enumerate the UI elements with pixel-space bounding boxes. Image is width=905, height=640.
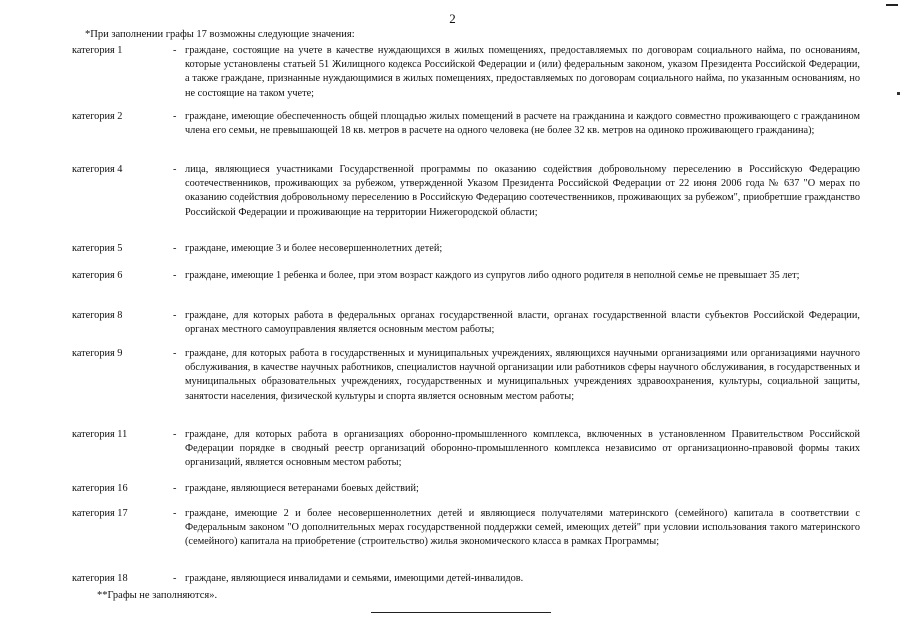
- category-label: категория 18: [72, 573, 128, 584]
- intro-note: *При заполнении графы 17 возможны следующие значения:: [85, 29, 355, 40]
- category-description: граждане, имеющие 1 ребенка и более, при этом возраст каждого из супругов либо одного родителя в неполной семье не превышает 35 лет;: [185, 270, 800, 281]
- category-description: граждане, для которых работа в государственных и муниципальных учреждениях, являющихся научными организациями или организациями научного обслуживания, в качестве научных работников, специалистов научной организации или работников сферы научного обслуживания, в государственных и муниципальных образовательных учреждениях, государственных и муниципальных учреждениях здравоохранения, культуры, социальной защиты, занятости населения, физической культуры и спорта является основным местом работы;: [185, 348, 860, 402]
- end-rule: [371, 612, 551, 613]
- category-dash: -: [173, 573, 177, 584]
- category-description: граждане, являющиеся ветеранами боевых действий;: [185, 483, 419, 494]
- category-dash: -: [173, 45, 177, 56]
- category-description: граждане, имеющие 3 и более несовершеннолетних детей;: [185, 243, 443, 254]
- category-dash: -: [173, 111, 177, 122]
- category-dash: -: [173, 483, 177, 494]
- category-label: категория 17: [72, 508, 128, 519]
- category-label: категория 16: [72, 483, 128, 494]
- edge-mark: [897, 92, 900, 95]
- category-description: граждане, являющиеся инвалидами и семьями, имеющими детей-инвалидов.: [185, 573, 524, 584]
- category-label: категория 11: [72, 429, 128, 440]
- category-dash: -: [173, 508, 177, 519]
- category-label: категория 8: [72, 310, 123, 321]
- category-dash: -: [173, 348, 177, 359]
- category-label: категория 2: [72, 111, 123, 122]
- category-label: категория 6: [72, 270, 123, 281]
- category-label: категория 5: [72, 243, 123, 254]
- category-label: категория 9: [72, 348, 123, 359]
- footnote: **Графы не заполняются».: [97, 590, 218, 601]
- edge-mark: [886, 4, 898, 6]
- category-dash: -: [173, 310, 177, 321]
- category-dash: -: [173, 270, 177, 281]
- category-dash: -: [173, 429, 177, 440]
- category-description: граждане, имеющие 2 и более несовершеннолетних детей и являющиеся получателями материнского (семейного) капитала в соответствии с Федеральным законом "О дополнительных мерах государственной поддержки семей, имеющих детей" при условии использования такого материнского (семейного) капитала на приобретение (строительство) жилья экономического класса в рамках Программы;: [185, 508, 860, 548]
- category-dash: -: [173, 243, 177, 254]
- page-number: 2: [449, 11, 456, 26]
- category-description: лица, являющиеся участниками Государственной программы по оказанию содействия добровольному переселению в Российскую Федерацию соотечественников, проживающих за рубежом, утвержденной Указом Президента Российской Федерации от 22 июня 2006 года № 637 "О мерах по оказанию содействия добровольному переселению в Российскую Федерацию соотечественников, проживающих за рубежом", приобретшие гражданство Российской Федерации и проживающие на территории Нижегородской области;: [185, 164, 860, 218]
- category-description: граждане, для которых работа в организациях оборонно-промышленного комплекса, включенных в установленном Правительством Российской Федерации порядке в сводный реестр организаций оборонно-промышленного комплекса независимо от организационно-правовой формы таких организаций, является основным местом работы;: [185, 429, 860, 469]
- category-description: граждане, состоящие на учете в качестве нуждающихся в жилых помещениях, предоставляемых по договорам социального найма, по основаниям, которые установлены статьей 51 Жилищного кодекса Российской Федерации и (или) федеральным законом, указом Президента Российской Федерации, а также граждане, признанные нуждающимися в жилых помещениях, предоставляемых по договорам социального найма, по указанным основаниям, но не состоящие на таком учете;: [185, 45, 860, 99]
- category-description: граждане, имеющие обеспеченность общей площадью жилых помещений в расчете на гражданина и каждого совместно проживающего с гражданином члена его семьи, не превышающей 18 кв. метров в расчете на одного человека (не более 32 кв. метров на одиноко проживающего гражданина);: [185, 111, 860, 137]
- category-label: категория 1: [72, 45, 123, 56]
- category-dash: -: [173, 164, 177, 175]
- category-label: категория 4: [72, 164, 123, 175]
- category-description: граждане, для которых работа в федеральных органах государственной власти, органах государственной власти субъектов Российской Федерации, органах местного самоуправления является основным местом работы;: [185, 310, 860, 336]
